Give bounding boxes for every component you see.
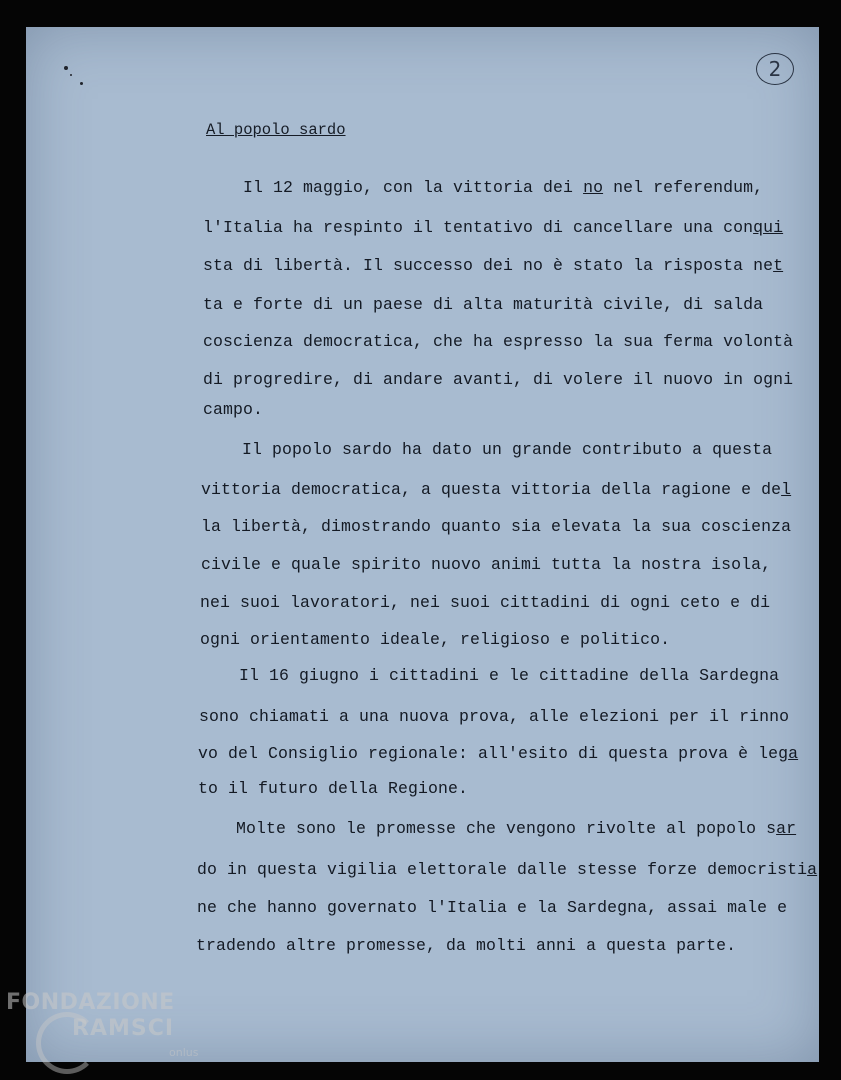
- page-number-circle: 2: [756, 53, 794, 85]
- text-line: Il 12 maggio, con la vittoria dei no nel referendum,: [243, 178, 764, 197]
- text-line: ta e forte di un paese di alta maturità civile, di salda: [203, 295, 764, 314]
- text-line: do in questa vigilia elettorale dalle stesse forze democristia: [197, 860, 818, 879]
- text-line: ne che hanno governato l'Italia e la Sardegna, assai male e: [197, 898, 788, 917]
- text-line: Il popolo sardo ha dato un grande contributo a questa: [242, 440, 773, 459]
- text-line: Molte sono le promesse che vengono rivolte al popolo sar: [236, 819, 797, 838]
- fondazione-gramsci-watermark: [4, 990, 214, 1080]
- ink-mark: [70, 74, 72, 76]
- text-line: coscienza democratica, che ha espresso la sua ferma volontà: [203, 332, 794, 351]
- text-line: vittoria democratica, a questa vittoria della ragione e del: [201, 480, 792, 499]
- text-line: la libertà, dimostrando quanto sia elevata la sua coscienza: [201, 517, 792, 536]
- watermark-line2: RAMSCI: [72, 1016, 175, 1041]
- watermark-suffix: onlus: [169, 1046, 199, 1059]
- ink-mark: [64, 66, 68, 70]
- text-line: nei suoi lavoratori, nei suoi cittadini di ogni ceto e di: [200, 593, 771, 612]
- text-line: to il futuro della Regione.: [198, 779, 469, 798]
- text-line: ogni orientamento ideale, religioso e politico.: [200, 630, 671, 649]
- text-line: sta di libertà. Il successo dei no è stato la risposta net: [203, 256, 784, 275]
- watermark-line1: FONDAZIONE: [6, 990, 175, 1015]
- text-line: sono chiamati a una nuova prova, alle elezioni per il rinno: [199, 707, 790, 726]
- text-line: tradendo altre promesse, da molti anni a questa parte.: [196, 936, 737, 955]
- page-title: Al popolo sardo: [206, 121, 346, 139]
- text-line: Il 16 giugno i cittadini e le cittadine della Sardegna: [239, 666, 780, 685]
- text-line: campo.: [203, 400, 264, 419]
- text-line: vo del Consiglio regionale: all'esito di questa prova è lega: [198, 744, 799, 763]
- ink-mark: [80, 82, 83, 85]
- text-line: l'Italia ha respinto il tentativo di cancellare una conqui: [203, 218, 784, 237]
- text-line: di progredire, di andare avanti, di volere il nuovo in ogni: [203, 370, 794, 389]
- text-line: civile e quale spirito nuovo animi tutta la nostra isola,: [201, 555, 772, 574]
